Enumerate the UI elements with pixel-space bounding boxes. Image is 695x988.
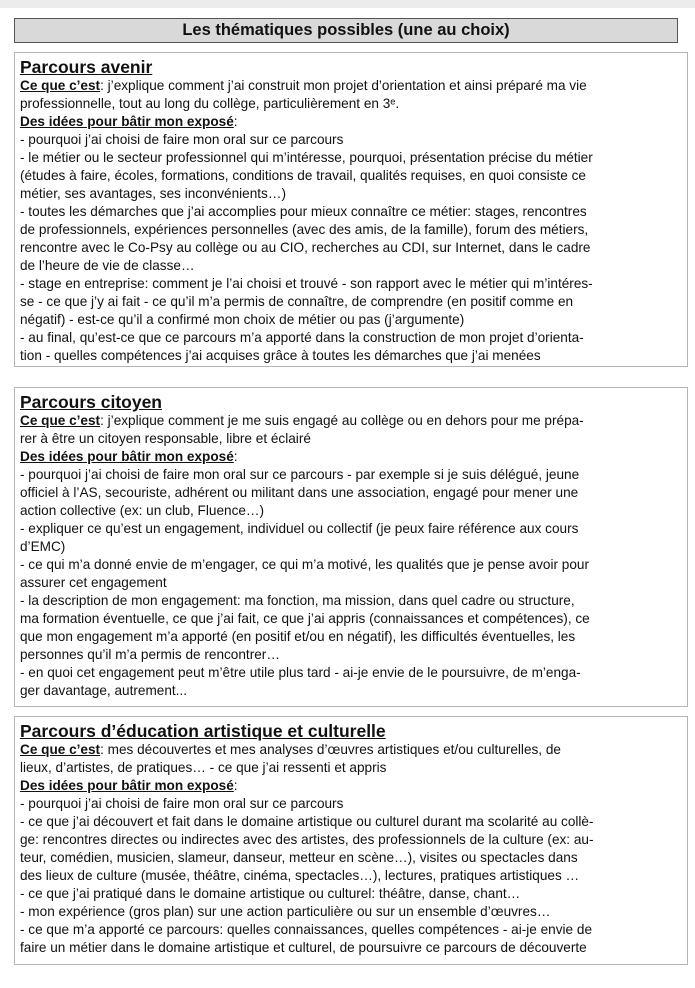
- definition-line: lieux, d’artistes, de pratiques… - ce que j’ai ressenti et appris: [20, 760, 387, 775]
- idea-line: - au final, qu’est-ce que ce parcours m’a apporté dans la construction de mon projet d’orienta-: [20, 330, 584, 345]
- ideas-colon: :: [233, 778, 238, 793]
- idea-line: - ce que j’ai pratiqué dans le domaine artistique ou culturel: théâtre, danse, chant…: [20, 886, 521, 901]
- definition-text: : mes découvertes et mes analyses d’œuvres artistiques et/ou culturelles, de: [100, 742, 561, 757]
- ideas-label: Des idées pour bâtir mon exposé: [20, 449, 234, 464]
- idea-line: - pourquoi j’ai choisi de faire mon oral sur ce parcours - par exemple si je suis délégué, jeune: [20, 467, 580, 482]
- idea-line: tion - quelles compétences j’ai acquises grâce à toutes les démarches que j’ai menées: [20, 348, 541, 363]
- section-title: Parcours avenir: [20, 57, 153, 77]
- idea-line: - ce que j’ai découvert et fait dans le domaine artistique ou culturel durant ma scolarité au collè-: [20, 814, 594, 829]
- idea-line: officiel à l’AS, secouriste, adhérent ou militant dans une association, engagé pour mener une: [20, 485, 579, 500]
- idea-line: teur, comédien, musicien, slameur, danseur, metteur en scène…), visites ou spectacles dans: [20, 850, 578, 865]
- idea-line: des lieux de culture (musée, théâtre, cinéma, spectacles…), lectures, pratiques artistiques …: [20, 868, 580, 883]
- definition-label: Ce que c’est: [20, 78, 101, 93]
- idea-line: - stage en entreprise: comment je l’ai choisi et trouvé - son rapport avec le métier qui m’intéres-: [20, 276, 593, 291]
- page-title: Les thématiques possibles (une au choix): [14, 18, 678, 43]
- definition-text: : j’explique comment j’ai construit mon projet d’orientation et ainsi préparé ma vie: [100, 78, 587, 93]
- idea-line: ger davantage, autrement...: [20, 683, 188, 698]
- section-title: Parcours citoyen: [20, 392, 162, 412]
- definition-line: professionnelle, tout au long du collège, particulièrement en 3ᵉ.: [20, 96, 400, 111]
- idea-line: - toutes les démarches que j’ai accomplies pour mieux connaître ce métier: stages, rencontres: [20, 204, 587, 219]
- idea-line: - la description de mon engagement: ma fonction, ma mission, dans quel cadre ou structure,: [20, 593, 575, 608]
- idea-line: (études à faire, écoles, formations, conditions de travail, qualités requises, en quoi consiste ce: [20, 168, 586, 183]
- idea-line: que mon engagement m’a apporté (en positif et/ou en négatif), les difficultés éventuelles, les: [20, 629, 576, 644]
- idea-line: métier, ses avantages, ses inconvénients…): [20, 186, 286, 201]
- ideas-label: Des idées pour bâtir mon exposé: [20, 114, 234, 129]
- top-edge-bar: [0, 0, 695, 8]
- idea-line: - mon expérience (gros plan) sur une action particulière ou sur un ensemble d’œuvres…: [20, 904, 551, 919]
- definition-text: : j’explique comment je me suis engagé au collège ou en dehors pour me prépa-: [100, 413, 584, 428]
- idea-line: - ce que m’a apporté ce parcours: quelles connaissances, quelles compétences - ai-je envie de: [20, 922, 593, 937]
- definition-label: Ce que c’est: [20, 742, 101, 757]
- idea-line: - ce qui m’a donné envie de m’engager, ce qui m’a motivé, les qualités que je pense avoir pour: [20, 557, 590, 572]
- idea-line: se - ce que j’y ai fait - ce qu’il m’a permis de connaître, de comprendre (en positif comme en: [20, 294, 574, 309]
- ideas-heading: [20, 777, 682, 795]
- idea-line: de professionnels, expériences personnelles (avec des amis, de la famille), forum des métiers,: [20, 222, 589, 237]
- ideas-colon: :: [233, 114, 238, 129]
- idea-line: ge: rencontres directes ou indirectes avec des artistes, des professionnels de la culture (ex: au-: [20, 832, 594, 847]
- ideas-heading: [20, 113, 682, 131]
- ideas-colon: :: [233, 449, 238, 464]
- idea-line: - en quoi cet engagement peut m’être utile plus tard - ai-je envie de le poursuivre, de m’enga-: [20, 665, 581, 680]
- idea-line: - expliquer ce qu’est un engagement, individuel ou collectif (je peux faire référence aux cours: [20, 521, 579, 536]
- idea-line: ma formation éventuelle, ce que j’ai fait, ce que j’ai appris (connaissances et compétences), ce: [20, 611, 590, 626]
- idea-line: - pourquoi j’ai choisi de faire mon oral sur ce parcours: [20, 132, 344, 147]
- definition-line: rer à être un citoyen responsable, libre et éclairé: [20, 431, 311, 446]
- section-parcours-avenir: [14, 52, 688, 367]
- idea-line: action collective (ex: un club, Fluence…): [20, 503, 265, 518]
- idea-line: rencontre avec le Co-Psy au collège ou au CIO, recherches au CDI, sur Internet, dans le cadre: [20, 240, 591, 255]
- ideas-label: Des idées pour bâtir mon exposé: [20, 778, 234, 793]
- idea-line: - pourquoi j’ai choisi de faire mon oral sur ce parcours: [20, 796, 344, 811]
- idea-line: d’EMC): [20, 539, 66, 554]
- idea-line: - le métier ou le secteur professionnel qui m’intéresse, pourquoi, présentation précise du métier: [20, 150, 593, 165]
- idea-line: négatif) - est-ce qu’il a confirmé mon choix de métier ou pas (j’argumente): [20, 312, 465, 327]
- idea-line: faire un métier dans le domaine artistique et culturel, de poursuivre ce parcours de découverte: [20, 940, 587, 955]
- definition-label: Ce que c’est: [20, 413, 101, 428]
- idea-line: de l’heure de vie de classe…: [20, 258, 195, 273]
- idea-line: assurer cet engagement: [20, 575, 167, 590]
- definition-line: [20, 412, 682, 430]
- definition-line: [20, 77, 682, 95]
- section-parcours-education-artistique: [14, 716, 688, 965]
- section-title: Parcours d’éducation artistique et culturelle: [20, 721, 386, 741]
- idea-line: personnes qu’il m’a permis de rencontrer…: [20, 647, 280, 662]
- ideas-heading: [20, 448, 682, 466]
- section-parcours-citoyen: [14, 387, 688, 707]
- definition-line: [20, 741, 682, 759]
